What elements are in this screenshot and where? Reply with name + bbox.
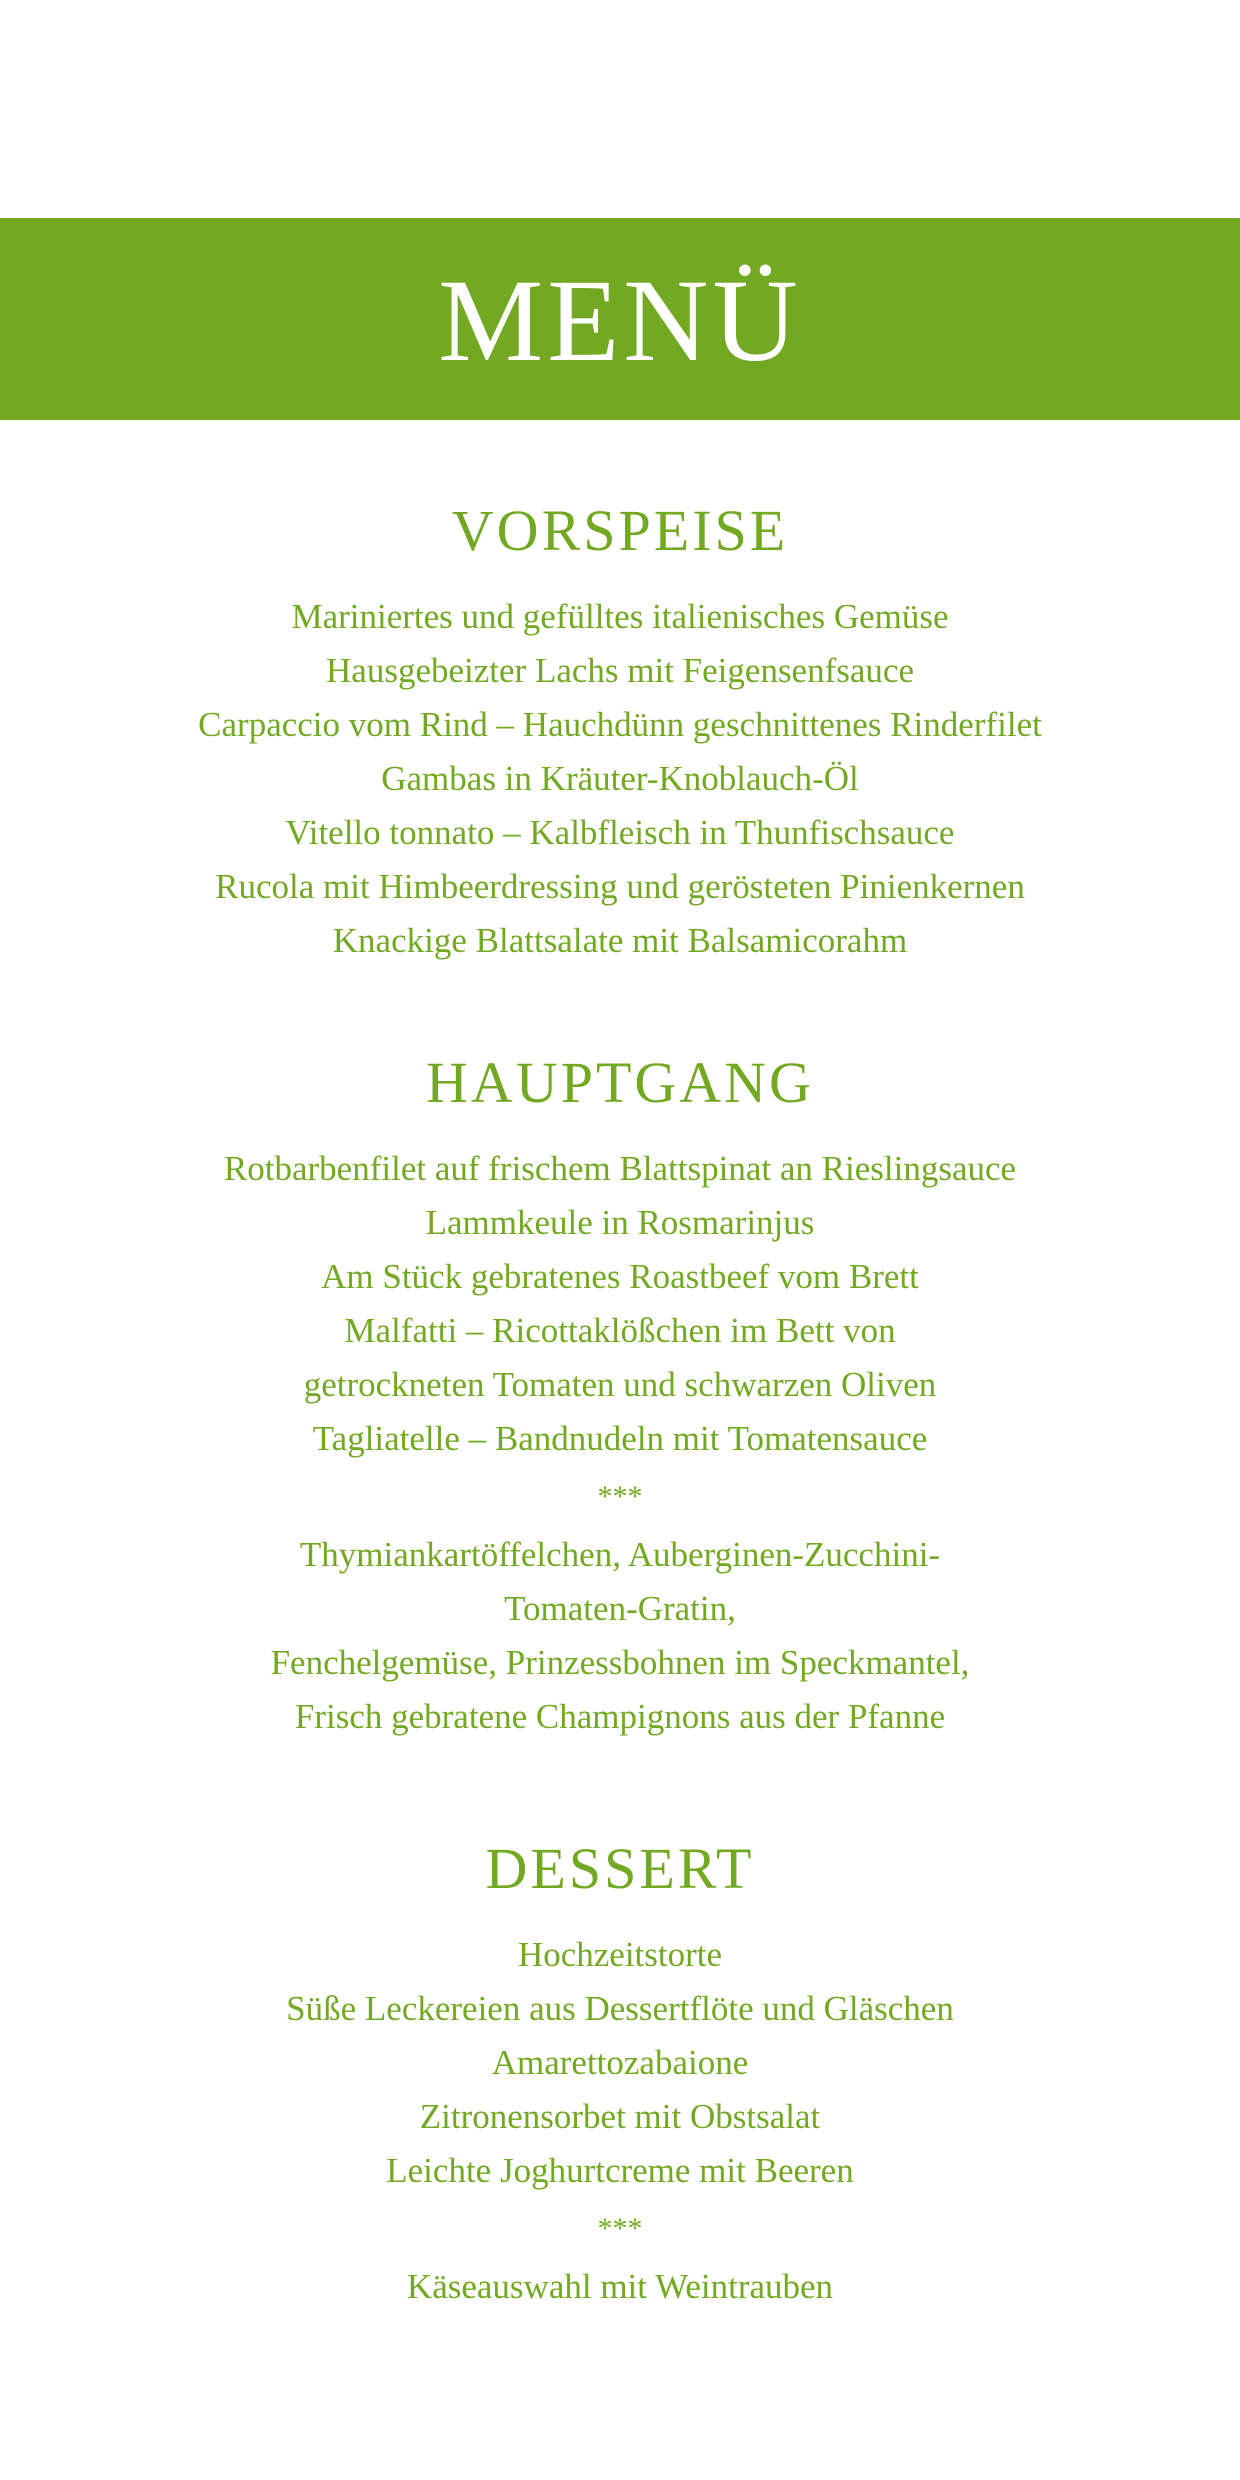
menu-item: Mariniertes und gefülltes italienisches Gemüse [291,597,949,636]
dessert-list [0,1928,1240,2314]
menu-title: MENÜ [438,255,802,386]
menu-item: Rotbarbenfilet auf frischem Blattspinat an Rieslingsauce [223,1149,1017,1188]
menu-item: Hochzeitstorte [517,1935,723,1974]
menu-item: Rucola mit Himbeerdressing und gerösteten Pinienkernen [215,867,1025,906]
side-dish-item: Thymiankartöffelchen, Auberginen-Zucchini- [299,1535,941,1574]
separator: *** [597,1480,643,1513]
menu-item: Tagliatelle – Bandnudeln mit Tomatensauce [312,1419,928,1458]
section-hauptgang [0,1050,1240,1744]
menu-item: Knackige Blattsalate mit Balsamicorahm [332,921,908,960]
hauptgang-list [0,1142,1240,1744]
menu-item: Gambas in Kräuter-Knoblauch-Öl [381,759,859,798]
section-title-dessert: DESSERT [485,1836,755,1901]
side-dish-item: Frisch gebratene Champignons aus der Pfanne [294,1697,946,1736]
menu-item: Carpaccio vom Rind – Hauchdünn geschnittenes Rinderfilet [198,705,1042,744]
side-dish-item: Fenchelgemüse, Prinzessbohnen im Speckmantel, [270,1643,970,1682]
section-vorspeise [0,498,1240,968]
menu-item: Hausgebeizter Lachs mit Feigensenfsauce [326,651,914,690]
menu-item: Am Stück gebratenes Roastbeef vom Brett [321,1257,919,1296]
side-dish-item: Tomaten-Gratin, [504,1589,736,1628]
separator: *** [597,2212,643,2245]
header-banner [0,218,1240,420]
section-title-hauptgang: HAUPTGANG [426,1050,814,1115]
menu-item: Amarettozabaione [491,2043,749,2082]
menu-item: Leichte Joghurtcreme mit Beeren [386,2151,854,2190]
vorspeise-list [0,590,1240,968]
menu-item: Süße Leckereien aus Dessertflöte und Gläschen [286,1989,954,2028]
menu-item: Käseauswahl mit Weintrauben [406,2267,834,2306]
menu-item: getrockneten Tomaten und schwarzen Oliven [303,1365,937,1404]
menu-item: Lammkeule in Rosmarinjus [425,1203,815,1242]
section-title-vorspeise: VORSPEISE [451,498,789,563]
menu-item: Malfatti – Ricottaklößchen im Bett von [344,1311,896,1350]
section-dessert [0,1836,1240,2314]
menu-item: Vitello tonnato – Kalbfleisch in Thunfischsauce [285,813,955,852]
menu-item: Zitronensorbet mit Obstsalat [419,2097,821,2136]
